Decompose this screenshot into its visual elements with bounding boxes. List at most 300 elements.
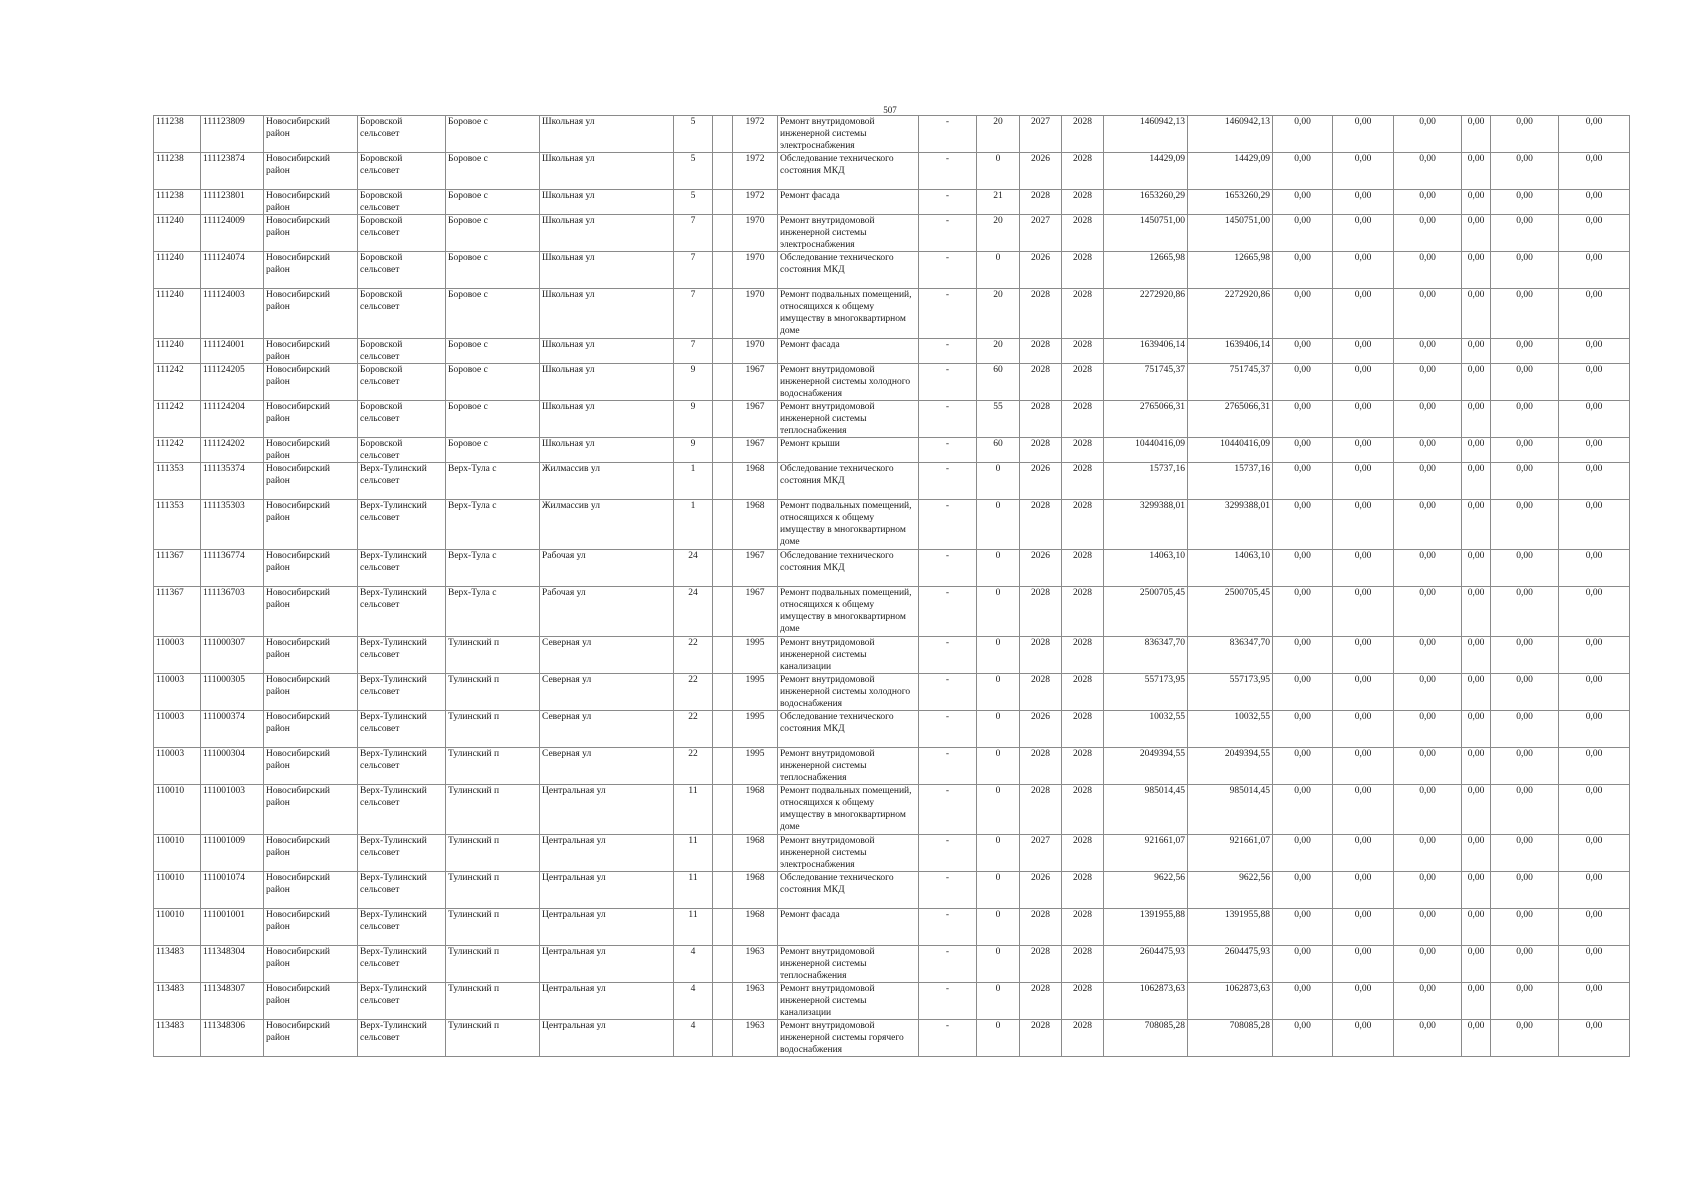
cell-work-id: 111123874 [201,153,264,190]
cell-house-id: 111353 [154,500,201,550]
cell-street: Центральная ул [540,983,674,1020]
table-body [154,116,1630,1057]
cell-reserve-funds: 0,00 [1559,153,1630,190]
cell-regional-funds: 0,00 [1333,438,1394,463]
cell-wear-percent: 0 [977,637,1020,674]
cell-year-built: 1968 [733,785,778,835]
cell-federal-funds: 0,00 [1273,190,1333,215]
cell-district: Новосибирский район [264,463,358,500]
cell-settlement-council: Верх-Тулинский сельсовет [358,946,446,983]
cell-deadline-year: 2028 [1062,116,1104,153]
cell-locality: Тулинский п [446,983,540,1020]
cell-work-id: 111348304 [201,946,264,983]
table-row [154,215,1630,252]
cell-dash: - [919,364,977,401]
cell-owner-funds: 0,00 [1462,909,1491,946]
cell-dash: - [919,438,977,463]
cell-year-built: 1967 [733,587,778,637]
cell-dash: - [919,748,977,785]
cell-building [713,637,733,674]
cell-reserve-funds: 0,00 [1559,637,1630,674]
cell-wear-percent: 0 [977,463,1020,500]
cell-street: Центральная ул [540,785,674,835]
cell-reserve-funds: 0,00 [1559,252,1630,289]
cell-year-built: 1970 [733,339,778,364]
cell-owner-funds: 0,00 [1462,946,1491,983]
cell-work-type: Ремонт внутридомовой инженерной системы холодного водоснабжения [778,364,919,401]
cell-plan-year: 2028 [1020,983,1062,1020]
cell-local-funds: 0,00 [1394,215,1462,252]
cell-work-id: 111135374 [201,463,264,500]
cell-house-number: 4 [674,946,713,983]
cell-work-id: 111001001 [201,909,264,946]
cell-total-cost: 836347,70 [1104,637,1188,674]
cell-reserve-funds: 0,00 [1559,215,1630,252]
cell-work-type: Ремонт подвальных помещений, относящихся к общему имуществу в многоквартирном доме [778,289,919,339]
cell-district: Новосибирский район [264,872,358,909]
cell-building [713,785,733,835]
cell-year-built: 1972 [733,153,778,190]
cell-owner-funds: 0,00 [1462,872,1491,909]
cell-year-built: 1967 [733,438,778,463]
cell-reserve-funds: 0,00 [1559,983,1630,1020]
page-number: 507 [883,105,897,115]
cell-deadline-year: 2028 [1062,438,1104,463]
cell-fund-cost: 1062873,63 [1188,983,1273,1020]
cell-work-type: Ремонт внутридомовой инженерной системы электроснабжения [778,116,919,153]
cell-locality: Тулинский п [446,872,540,909]
cell-locality: Тулинский п [446,637,540,674]
cell-house-number: 4 [674,1020,713,1057]
cell-house-id: 111242 [154,364,201,401]
cell-settlement-council: Верх-Тулинский сельсовет [358,637,446,674]
cell-reserve-funds: 0,00 [1559,463,1630,500]
cell-fund-cost: 15737,16 [1188,463,1273,500]
cell-regional-funds: 0,00 [1333,711,1394,748]
cell-street: Рабочая ул [540,587,674,637]
cell-locality: Тулинский п [446,1020,540,1057]
cell-street: Жилмассив ул [540,463,674,500]
cell-local-funds: 0,00 [1394,637,1462,674]
cell-locality: Тулинский п [446,946,540,983]
cell-deadline-year: 2028 [1062,674,1104,711]
cell-house-id: 111240 [154,215,201,252]
cell-settlement-council: Боровской сельсовет [358,252,446,289]
cell-owner-funds: 0,00 [1462,190,1491,215]
cell-local-funds: 0,00 [1394,463,1462,500]
cell-deadline-year: 2028 [1062,983,1104,1020]
cell-building [713,252,733,289]
cell-reserve-funds: 0,00 [1559,674,1630,711]
cell-house-number: 11 [674,785,713,835]
cell-locality: Боровое с [446,116,540,153]
cell-owner-funds: 0,00 [1462,748,1491,785]
table-row [154,438,1630,463]
cell-other-funds: 0,00 [1491,153,1559,190]
cell-other-funds: 0,00 [1491,587,1559,637]
cell-fund-cost: 1639406,14 [1188,339,1273,364]
cell-house-id: 111353 [154,463,201,500]
cell-fund-cost: 10032,55 [1188,711,1273,748]
cell-other-funds: 0,00 [1491,637,1559,674]
cell-deadline-year: 2028 [1062,190,1104,215]
cell-federal-funds: 0,00 [1273,500,1333,550]
cell-regional-funds: 0,00 [1333,289,1394,339]
cell-reserve-funds: 0,00 [1559,785,1630,835]
cell-fund-cost: 10440416,09 [1188,438,1273,463]
cell-other-funds: 0,00 [1491,401,1559,438]
cell-locality: Верх-Тула с [446,587,540,637]
cell-building [713,153,733,190]
cell-federal-funds: 0,00 [1273,909,1333,946]
cell-locality: Тулинский п [446,835,540,872]
cell-work-type: Ремонт крыши [778,438,919,463]
cell-work-id: 111123801 [201,190,264,215]
cell-building [713,364,733,401]
cell-local-funds: 0,00 [1394,1020,1462,1057]
cell-house-id: 111367 [154,587,201,637]
cell-deadline-year: 2028 [1062,364,1104,401]
cell-settlement-council: Верх-Тулинский сельсовет [358,748,446,785]
cell-locality: Верх-Тула с [446,550,540,587]
cell-total-cost: 2049394,55 [1104,748,1188,785]
cell-total-cost: 2604475,93 [1104,946,1188,983]
cell-house-number: 5 [674,116,713,153]
table-row [154,339,1630,364]
cell-regional-funds: 0,00 [1333,116,1394,153]
cell-wear-percent: 20 [977,339,1020,364]
cell-federal-funds: 0,00 [1273,116,1333,153]
cell-dash: - [919,463,977,500]
table-row [154,946,1630,983]
cell-work-type: Ремонт внутридомовой инженерной системы электроснабжения [778,835,919,872]
cell-fund-cost: 2604475,93 [1188,946,1273,983]
cell-district: Новосибирский район [264,835,358,872]
cell-locality: Тулинский п [446,674,540,711]
cell-reserve-funds: 0,00 [1559,872,1630,909]
cell-deadline-year: 2028 [1062,1020,1104,1057]
cell-dash: - [919,215,977,252]
table-row [154,550,1630,587]
cell-work-id: 111000305 [201,674,264,711]
cell-plan-year: 2027 [1020,215,1062,252]
cell-federal-funds: 0,00 [1273,153,1333,190]
cell-building [713,1020,733,1057]
cell-local-funds: 0,00 [1394,438,1462,463]
cell-house-number: 7 [674,289,713,339]
cell-settlement-council: Боровской сельсовет [358,289,446,339]
cell-regional-funds: 0,00 [1333,835,1394,872]
cell-settlement-council: Верх-Тулинский сельсовет [358,872,446,909]
cell-total-cost: 14429,09 [1104,153,1188,190]
cell-wear-percent: 0 [977,252,1020,289]
cell-reserve-funds: 0,00 [1559,438,1630,463]
cell-owner-funds: 0,00 [1462,116,1491,153]
cell-fund-cost: 836347,70 [1188,637,1273,674]
cell-dash: - [919,500,977,550]
cell-house-number: 11 [674,909,713,946]
cell-reserve-funds: 0,00 [1559,946,1630,983]
cell-house-number: 5 [674,190,713,215]
cell-owner-funds: 0,00 [1462,711,1491,748]
cell-other-funds: 0,00 [1491,500,1559,550]
cell-plan-year: 2028 [1020,500,1062,550]
cell-house-number: 9 [674,401,713,438]
cell-other-funds: 0,00 [1491,983,1559,1020]
cell-year-built: 1995 [733,637,778,674]
cell-house-id: 111240 [154,339,201,364]
cell-house-id: 110010 [154,785,201,835]
cell-deadline-year: 2028 [1062,872,1104,909]
cell-fund-cost: 14429,09 [1188,153,1273,190]
cell-building [713,711,733,748]
cell-total-cost: 15737,16 [1104,463,1188,500]
cell-wear-percent: 0 [977,153,1020,190]
cell-local-funds: 0,00 [1394,785,1462,835]
cell-work-id: 111000304 [201,748,264,785]
cell-street: Северная ул [540,748,674,785]
cell-house-id: 111242 [154,401,201,438]
cell-district: Новосибирский район [264,500,358,550]
cell-work-id: 111135303 [201,500,264,550]
cell-plan-year: 2028 [1020,748,1062,785]
cell-year-built: 1995 [733,748,778,785]
cell-local-funds: 0,00 [1394,364,1462,401]
cell-regional-funds: 0,00 [1333,215,1394,252]
cell-owner-funds: 0,00 [1462,438,1491,463]
cell-fund-cost: 921661,07 [1188,835,1273,872]
table-row [154,983,1630,1020]
cell-building [713,401,733,438]
cell-locality: Верх-Тула с [446,463,540,500]
table-row [154,401,1630,438]
cell-district: Новосибирский район [264,339,358,364]
cell-plan-year: 2028 [1020,190,1062,215]
cell-plan-year: 2028 [1020,674,1062,711]
cell-other-funds: 0,00 [1491,116,1559,153]
cell-total-cost: 1460942,13 [1104,116,1188,153]
cell-wear-percent: 0 [977,587,1020,637]
cell-work-id: 111124009 [201,215,264,252]
cell-house-id: 111242 [154,438,201,463]
cell-settlement-council: Верх-Тулинский сельсовет [358,500,446,550]
cell-fund-cost: 1653260,29 [1188,190,1273,215]
cell-total-cost: 557173,95 [1104,674,1188,711]
cell-year-built: 1970 [733,215,778,252]
cell-plan-year: 2026 [1020,550,1062,587]
cell-local-funds: 0,00 [1394,946,1462,983]
cell-total-cost: 9622,56 [1104,872,1188,909]
cell-fund-cost: 2272920,86 [1188,289,1273,339]
cell-settlement-council: Боровской сельсовет [358,438,446,463]
table-row [154,909,1630,946]
cell-reserve-funds: 0,00 [1559,587,1630,637]
cell-fund-cost: 557173,95 [1188,674,1273,711]
cell-locality: Боровое с [446,438,540,463]
cell-deadline-year: 2028 [1062,215,1104,252]
cell-federal-funds: 0,00 [1273,289,1333,339]
cell-regional-funds: 0,00 [1333,785,1394,835]
cell-owner-funds: 0,00 [1462,463,1491,500]
table-row [154,587,1630,637]
cell-work-id: 111001009 [201,835,264,872]
cell-year-built: 1972 [733,190,778,215]
cell-house-number: 7 [674,339,713,364]
cell-owner-funds: 0,00 [1462,983,1491,1020]
cell-federal-funds: 0,00 [1273,872,1333,909]
cell-fund-cost: 2765066,31 [1188,401,1273,438]
cell-building [713,983,733,1020]
cell-plan-year: 2028 [1020,785,1062,835]
cell-locality: Тулинский п [446,748,540,785]
cell-wear-percent: 0 [977,835,1020,872]
cell-wear-percent: 20 [977,215,1020,252]
cell-house-id: 113483 [154,946,201,983]
cell-district: Новосибирский район [264,438,358,463]
cell-dash: - [919,711,977,748]
table-row [154,116,1630,153]
cell-plan-year: 2026 [1020,252,1062,289]
cell-wear-percent: 0 [977,1020,1020,1057]
cell-other-funds: 0,00 [1491,438,1559,463]
cell-fund-cost: 1460942,13 [1188,116,1273,153]
cell-plan-year: 2026 [1020,711,1062,748]
cell-house-number: 9 [674,364,713,401]
cell-work-id: 111001074 [201,872,264,909]
cell-reserve-funds: 0,00 [1559,550,1630,587]
cell-regional-funds: 0,00 [1333,550,1394,587]
cell-other-funds: 0,00 [1491,289,1559,339]
cell-wear-percent: 0 [977,500,1020,550]
cell-regional-funds: 0,00 [1333,1020,1394,1057]
cell-deadline-year: 2028 [1062,339,1104,364]
cell-wear-percent: 60 [977,364,1020,401]
cell-street: Школьная ул [540,339,674,364]
table-row [154,289,1630,339]
cell-year-built: 1967 [733,401,778,438]
cell-building [713,438,733,463]
table-row [154,190,1630,215]
cell-settlement-council: Верх-Тулинский сельсовет [358,550,446,587]
cell-house-id: 111367 [154,550,201,587]
cell-other-funds: 0,00 [1491,252,1559,289]
cell-deadline-year: 2028 [1062,153,1104,190]
cell-street: Центральная ул [540,909,674,946]
cell-deadline-year: 2028 [1062,587,1104,637]
cell-deadline-year: 2028 [1062,401,1104,438]
cell-total-cost: 1062873,63 [1104,983,1188,1020]
cell-local-funds: 0,00 [1394,401,1462,438]
cell-other-funds: 0,00 [1491,748,1559,785]
cell-local-funds: 0,00 [1394,153,1462,190]
cell-deadline-year: 2028 [1062,748,1104,785]
cell-total-cost: 751745,37 [1104,364,1188,401]
cell-house-id: 113483 [154,1020,201,1057]
cell-house-number: 24 [674,550,713,587]
cell-work-type: Ремонт подвальных помещений, относящихся к общему имуществу в многоквартирном доме [778,500,919,550]
cell-dash: - [919,946,977,983]
cell-locality: Боровое с [446,252,540,289]
cell-settlement-council: Верх-Тулинский сельсовет [358,711,446,748]
cell-regional-funds: 0,00 [1333,909,1394,946]
cell-district: Новосибирский район [264,116,358,153]
cell-wear-percent: 0 [977,711,1020,748]
cell-regional-funds: 0,00 [1333,500,1394,550]
cell-wear-percent: 0 [977,674,1020,711]
cell-work-type: Ремонт внутридомовой инженерной системы канализации [778,637,919,674]
cell-house-id: 110003 [154,674,201,711]
cell-work-type: Ремонт подвальных помещений, относящихся к общему имуществу в многоквартирном доме [778,587,919,637]
cell-local-funds: 0,00 [1394,711,1462,748]
cell-plan-year: 2027 [1020,835,1062,872]
cell-other-funds: 0,00 [1491,550,1559,587]
cell-regional-funds: 0,00 [1333,339,1394,364]
cell-total-cost: 10032,55 [1104,711,1188,748]
cell-building [713,909,733,946]
cell-local-funds: 0,00 [1394,116,1462,153]
cell-district: Новосибирский район [264,711,358,748]
cell-local-funds: 0,00 [1394,983,1462,1020]
cell-regional-funds: 0,00 [1333,872,1394,909]
cell-district: Новосибирский район [264,1020,358,1057]
cell-plan-year: 2028 [1020,364,1062,401]
cell-house-number: 22 [674,711,713,748]
cell-locality: Боровое с [446,289,540,339]
cell-settlement-council: Боровской сельсовет [358,116,446,153]
cell-reserve-funds: 0,00 [1559,748,1630,785]
cell-deadline-year: 2028 [1062,289,1104,339]
cell-district: Новосибирский район [264,748,358,785]
cell-work-id: 111000307 [201,637,264,674]
cell-local-funds: 0,00 [1394,289,1462,339]
cell-house-id: 113483 [154,983,201,1020]
cell-owner-funds: 0,00 [1462,835,1491,872]
cell-locality: Боровое с [446,215,540,252]
cell-deadline-year: 2028 [1062,835,1104,872]
cell-regional-funds: 0,00 [1333,463,1394,500]
cell-wear-percent: 20 [977,116,1020,153]
cell-other-funds: 0,00 [1491,1020,1559,1057]
cell-work-type: Ремонт внутридомовой инженерной системы электроснабжения [778,215,919,252]
cell-local-funds: 0,00 [1394,674,1462,711]
cell-owner-funds: 0,00 [1462,674,1491,711]
cell-total-cost: 1391955,88 [1104,909,1188,946]
cell-work-id: 111000374 [201,711,264,748]
cell-work-type: Обследование технического состояния МКД [778,153,919,190]
cell-house-number: 22 [674,748,713,785]
cell-street: Центральная ул [540,835,674,872]
cell-district: Новосибирский район [264,637,358,674]
cell-other-funds: 0,00 [1491,872,1559,909]
cell-locality: Тулинский п [446,711,540,748]
cell-owner-funds: 0,00 [1462,339,1491,364]
cell-district: Новосибирский район [264,674,358,711]
cell-wear-percent: 60 [977,438,1020,463]
table-row [154,637,1630,674]
cell-reserve-funds: 0,00 [1559,116,1630,153]
cell-district: Новосибирский район [264,587,358,637]
cell-regional-funds: 0,00 [1333,190,1394,215]
cell-house-number: 11 [674,872,713,909]
cell-house-id: 110010 [154,835,201,872]
cell-plan-year: 2028 [1020,946,1062,983]
cell-building [713,500,733,550]
cell-house-number: 24 [674,587,713,637]
cell-house-id: 111240 [154,289,201,339]
cell-owner-funds: 0,00 [1462,587,1491,637]
cell-building [713,946,733,983]
cell-district: Новосибирский район [264,289,358,339]
